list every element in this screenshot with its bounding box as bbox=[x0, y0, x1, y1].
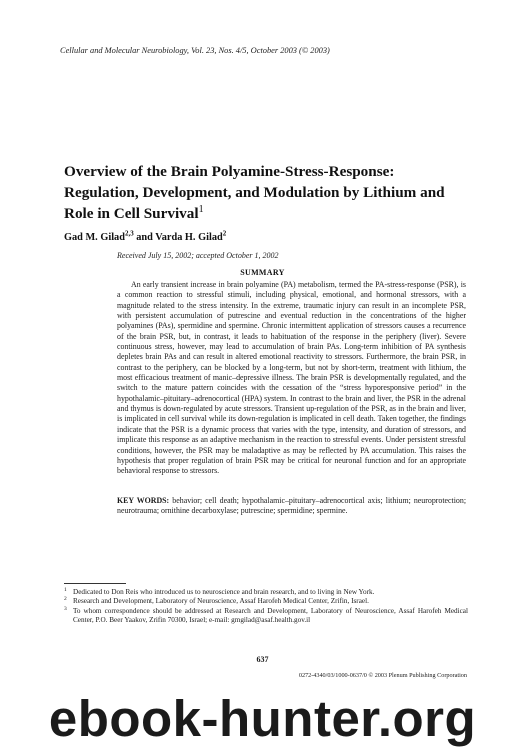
keywords-label: KEY WORDS: bbox=[117, 496, 170, 505]
journal-citation: Cellular and Molecular Neurobiology, Vol. 23, Nos. 4/5, October 2003 (© 2003) bbox=[60, 46, 330, 55]
footnote-mark: 1 bbox=[64, 587, 67, 593]
received-dates: Received July 15, 2002; accepted October 1, 2002 bbox=[117, 251, 279, 260]
footnote-text: Dedicated to Don Reis who introduced us to neuroscience and brain research, and to living in New York. bbox=[73, 588, 375, 596]
summary-heading: SUMMARY bbox=[240, 268, 285, 277]
title-footnote-mark: 1 bbox=[198, 203, 204, 215]
keywords-list: behavior; cell death; hypothalamic–pituitary–adrenocortical axis; lithium; neuroprotection; neurotrauma; ornithine decarboxylase; putrescine; spermidine; spermine. bbox=[117, 496, 467, 516]
keywords bbox=[117, 496, 466, 517]
footnote-item bbox=[64, 588, 468, 597]
footnotes bbox=[64, 588, 468, 626]
author-affiliation-mark: 2,3 bbox=[124, 229, 134, 238]
page-number: 637 bbox=[256, 655, 269, 664]
abstract-text: An early transient increase in brain polyamine (PA) metabolism, termed the PA-stress-response (PSR), is a common reaction to stressful stimuli, including physical, emotional, and hormonal stressors, with a magnitude related to the stress intensity. In the extreme, traumatic injury can result in an incomplete PSR, with persistent accumulation of putrescine and eventual reduction in the concentrations of the higher polyamines (PAs), spermidine and spermine. Chronic intermittent application of stressors causes a recurrence of the brain PSR, but, in contrast, it leads to habituation of the response in the periphery (liver). Severe continuous stress, however, may lead to accumulation of brain PAs. Long-term inhibition of PA synthesis depletes brain PAs and can result in altered emotional reactivity to stressors. Furthermore, the brain PSR, in contrast to the periphery, can be blocked by a long-term, but not by short-term, treatment with lithium, the most efficacious treatment of manic–depressive illness. The brain PSR is developmentally regulated, and the switch to the mature pattern coincides with the cessation of the “stress hyporesponsive period” in the hypothalamic–pituitary–adrenocortical (HPA) system. In contrast to the brain and liver, the PSR in the adrenal and thymus is down-regulated by acute stressors. Transient up-regulation of the PSR, as in the brain and liver, is implicated in cell survival while its down-regulation is implicated in cell death. Taken together, the findings indicate that the PSR is a dynamic process that varies with the type, intensity, and duration of stressors, and implicate this response as an adaptive mechanism in the reaction to stressful events. Under persistent stressful conditions, however, the PSR may be maladaptive as may be reflected by PA accumulation. This raises the hypothesis that proper regulation of brain PSR may be critical for neuronal function and for an appropriate behavioral response to stressors. bbox=[117, 280, 466, 476]
footnote-text: Research and Development, Laboratory of Neuroscience, Assaf Harofeh Medical Center, Zrifin, Israel. bbox=[73, 597, 369, 606]
copyright-line: 0272-4340/03/1000-0637/0 © 2003 Plenum Publishing Corporation bbox=[298, 672, 467, 679]
author-list bbox=[64, 229, 227, 243]
author-affiliation-mark: 2 bbox=[222, 229, 227, 238]
article-title bbox=[64, 161, 459, 224]
author-connector: and bbox=[133, 232, 156, 243]
footnote-mark: 3 bbox=[64, 605, 67, 612]
footnote-divider bbox=[64, 583, 126, 584]
author-name: Gad M. Gilad bbox=[64, 232, 125, 243]
author-name: Varda H. Gilad bbox=[155, 232, 223, 243]
footnote-item bbox=[64, 597, 468, 606]
article-title-text: Overview of the Brain Polyamine-Stress-Response: Regulation, Development, and Modulation by Lithium and Role in Cell Survival bbox=[64, 163, 445, 222]
watermark-text: ebook-hunter.org bbox=[48, 690, 477, 747]
footnote-item bbox=[64, 607, 468, 626]
footnote-mark: 2 bbox=[64, 596, 67, 603]
footnote-text: To whom correspondence should be addressed at Research and Development, Laboratory of Neuroscience, Assaf Harofeh Medical Center, P.O. Beer Yaakov, Zrifin 70300, Israel; e-mail: gmgilad@asaf.health.gov.il bbox=[73, 606, 468, 625]
